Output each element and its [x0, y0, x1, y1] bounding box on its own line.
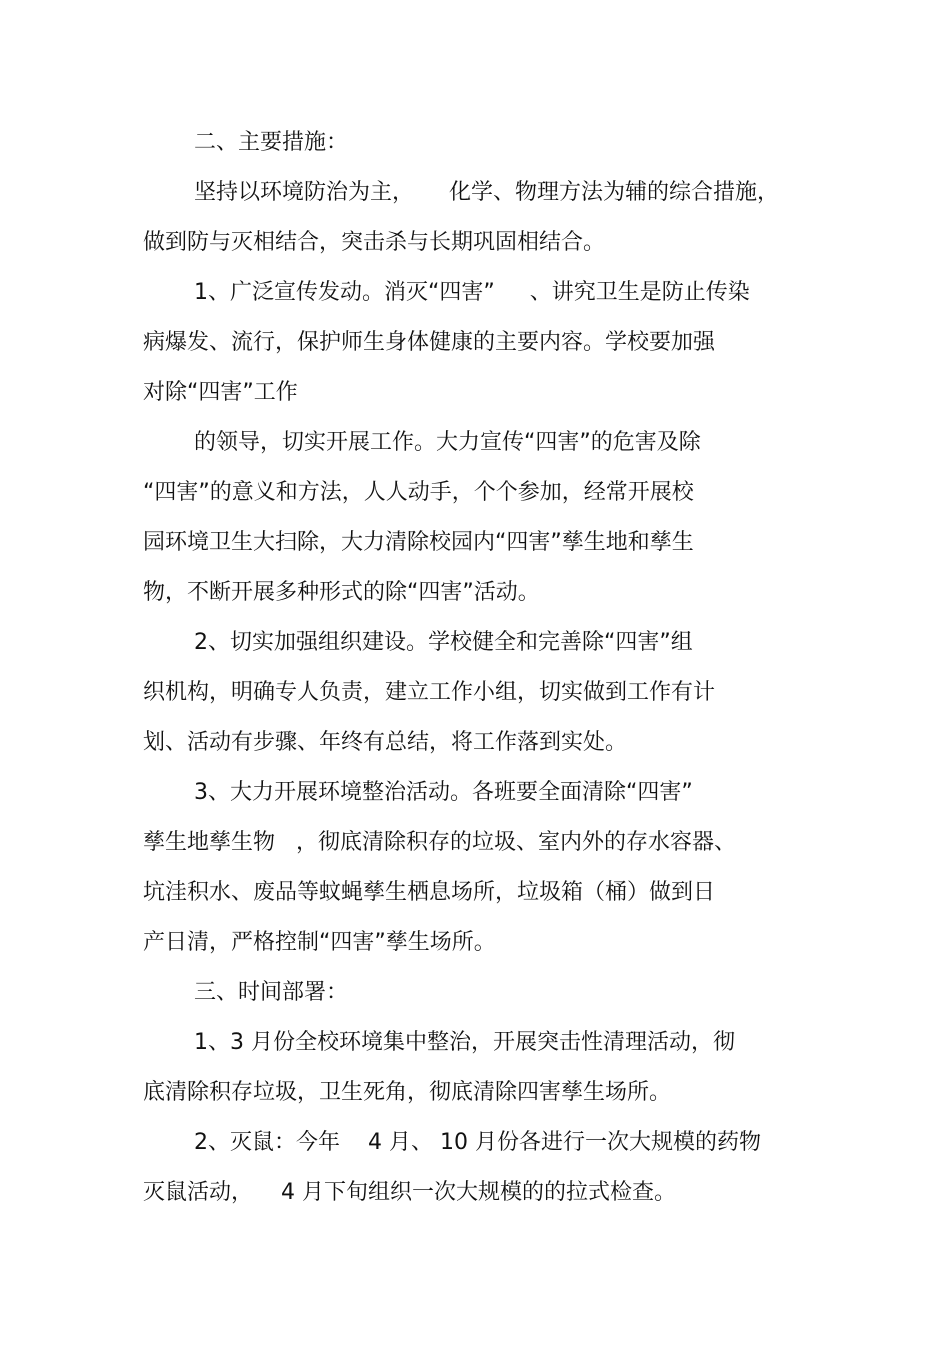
item-2-line: 织机构，明确专人负责，建立工作小组，切实做到工作有计 [143, 680, 716, 705]
schedule-item-1-line: 1、3 月份全校环境集中整治，开展突击性清理活动，彻 [194, 1030, 735, 1055]
item-2-line: 划、活动有步骤、年终有总结，将工作落到实处。 [143, 730, 628, 755]
section-heading-measures: 二、主要措施： [194, 130, 349, 155]
paragraph-line: 做到防与灭相结合，突击杀与长期巩固相结合。 [143, 230, 606, 255]
schedule-item-2-line: 灭鼠活动， 4 月下旬组织一次大规模的的拉式检查。 [143, 1180, 676, 1205]
item-1-line: 1、广泛宣传发动。消灭“四害” 、讲究卫生是防止传染 [194, 280, 750, 305]
paragraph-line: 坚持以环境防治为主， 化学、物理方法为辅的综合措施， [194, 180, 779, 205]
item-2-line: 2、切实加强组织建设。学校健全和完善除“四害”组 [194, 630, 693, 655]
item-1-line: 物，不断开展多种形式的除“四害”活动。 [143, 580, 540, 605]
schedule-item-1-line: 底清除积存垃圾，卫生死角，彻底清除四害孳生场所。 [143, 1080, 672, 1105]
item-3-line: 坑洼积水、废品等蚊蝇孳生栖息场所，垃圾箱（桶）做到日 [143, 880, 716, 905]
item-1-line: 对除“四害”工作 [143, 380, 298, 405]
item-1-line: “四害”的意义和方法，人人动手，个个参加，经常开展校 [143, 480, 694, 505]
section-heading-schedule: 三、时间部署： [194, 980, 349, 1005]
schedule-item-2-line: 2、灭鼠：今年 4 月、 10 月份各进行一次大规模的药物 [194, 1130, 761, 1155]
item-3-line: 产日清，严格控制“四害”孳生场所。 [143, 930, 496, 955]
item-1-line: 的领导，切实开展工作。大力宣传“四害”的危害及除 [194, 430, 701, 455]
item-3-line: 孳生地孳生物 ，彻底清除积存的垃圾、室内外的存水容器、 [143, 830, 736, 855]
item-1-line: 园环境卫生大扫除，大力清除校园内“四害”孳生地和孳生 [143, 530, 694, 555]
item-3-line: 3、大力开展环境整治活动。各班要全面清除“四害” [194, 780, 693, 805]
item-1-line: 病爆发、流行，保护师生身体健康的主要内容。学校要加强 [143, 330, 716, 355]
